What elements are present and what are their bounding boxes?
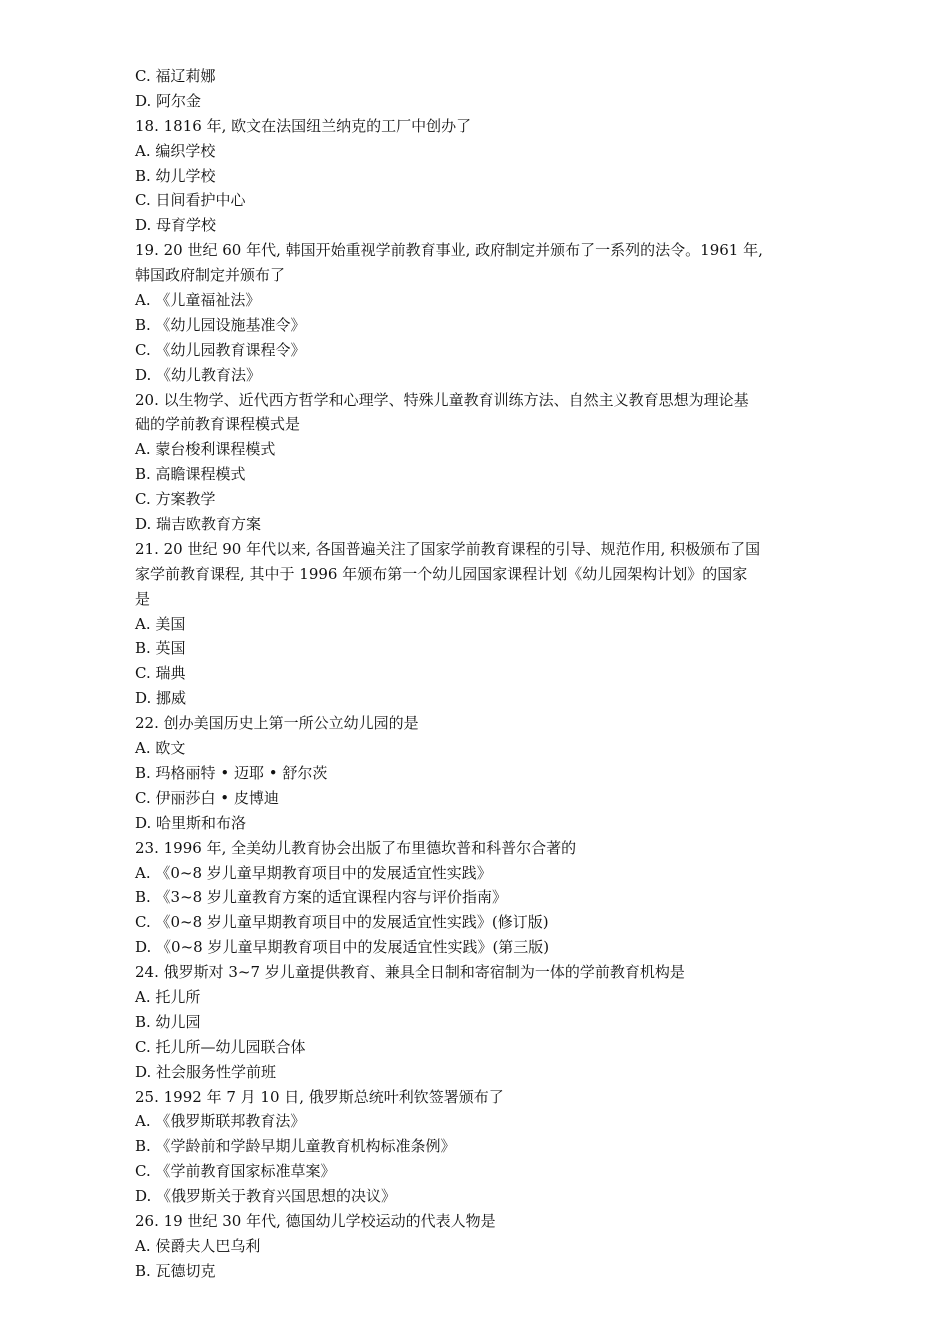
document-line: A. 欧文	[135, 739, 186, 758]
document-line: C. 托儿所—幼儿园联合体	[135, 1037, 306, 1056]
document-line: A. 《0~8 岁儿童早期教育项目中的发展适宜性实践》	[135, 863, 492, 882]
document-line: 21. 20 世纪 90 年代以来, 各国普遍关注了国家学前教育课程的引导、规范作用, 积极颁布了国	[135, 539, 761, 558]
document-line: C. 日间看护中心	[135, 191, 246, 210]
document-line: 25. 1992 年 7 月 10 日, 俄罗斯总统叶利钦签署颁布了	[135, 1087, 504, 1106]
document-line: B. 玛格丽特 • 迈耶 • 舒尔茨	[135, 763, 328, 782]
document-line: D. 《0~8 岁儿童早期教育项目中的发展适宜性实践》(第三版)	[135, 938, 550, 957]
document-body	[135, 64, 825, 1284]
document-line: A. 蒙台梭利课程模式	[135, 440, 276, 459]
document-line: B. 《幼儿园设施基准令》	[135, 315, 306, 334]
document-line: A. 编织学校	[135, 141, 216, 160]
document-line: 家学前教育课程, 其中于 1996 年颁布第一个幼儿园国家课程计划《幼儿园架构计划》的国家	[135, 564, 748, 583]
document-line: 24. 俄罗斯对 3~7 岁儿童提供教育、兼具全日制和寄宿制为一体的学前教育机构是	[135, 963, 685, 982]
document-line: 20. 以生物学、近代西方哲学和心理学、特殊儿童教育训练方法、自然主义教育思想为理论基	[135, 390, 749, 409]
document-line: A. 《俄罗斯联邦教育法》	[135, 1112, 306, 1131]
document-line: D. 阿尔金	[135, 91, 202, 110]
document-line: A. 美国	[135, 614, 186, 633]
document-line: B. 幼儿园	[135, 1012, 201, 1031]
document-line: D. 《幼儿教育法》	[135, 365, 262, 384]
document-line: 26. 19 世纪 30 年代, 德国幼儿学校运动的代表人物是	[135, 1211, 496, 1230]
document-line: B. 幼儿学校	[135, 166, 216, 185]
document-line: C. 伊丽莎白 • 皮博迪	[135, 788, 279, 807]
document-line: 韩国政府制定并颁布了	[135, 266, 286, 285]
document-line: 础的学前教育课程模式是	[135, 415, 301, 434]
document-line: C. 《幼儿园教育课程令》	[135, 340, 306, 359]
document-line: 18. 1816 年, 欧文在法国纽兰纳克的工厂中创办了	[135, 116, 472, 135]
document-line: 23. 1996 年, 全美幼儿教育协会出版了布里德坎普和科普尔合著的	[135, 838, 577, 857]
document-line: D. 哈里斯和布洛	[135, 813, 247, 832]
document-line: C. 《学前教育国家标准草案》	[135, 1162, 336, 1181]
document-line: C. 福辽莉娜	[135, 67, 216, 85]
document-line: B. 《3~8 岁儿童教育方案的适宜课程内容与评价指南》	[135, 888, 507, 907]
document-line: C. 《0~8 岁儿童早期教育项目中的发展适宜性实践》(修订版)	[135, 913, 549, 932]
document-line: B. 《学龄前和学龄早期儿童教育机构标准条例》	[135, 1137, 456, 1156]
document-line: C. 方案教学	[135, 490, 216, 509]
document-line: A. 侯爵夫人巴乌利	[135, 1236, 261, 1255]
document-line: D. 社会服务性学前班	[135, 1062, 277, 1081]
document-line: D. 母育学校	[135, 216, 217, 235]
document-line: A. 《儿童福祉法》	[135, 291, 261, 310]
document-line: D. 挪威	[135, 689, 187, 708]
document-line: 19. 20 世纪 60 年代, 韩国开始重视学前教育事业, 政府制定并颁布了一系列的法令。1961 年,	[135, 241, 763, 260]
document-line: A. 托儿所	[135, 987, 201, 1006]
document-line: C. 瑞典	[135, 664, 186, 683]
document-line: 22. 创办美国历史上第一所公立幼儿园的是	[135, 714, 419, 733]
document-line: B. 高瞻课程模式	[135, 465, 246, 484]
document-line: B. 瓦德切克	[135, 1261, 216, 1280]
document-line: B. 英国	[135, 639, 186, 658]
document-line: D. 《俄罗斯关于教育兴国思想的决议》	[135, 1187, 397, 1206]
document-line: D. 瑞吉欧教育方案	[135, 515, 262, 534]
document-line: 是	[135, 589, 151, 608]
